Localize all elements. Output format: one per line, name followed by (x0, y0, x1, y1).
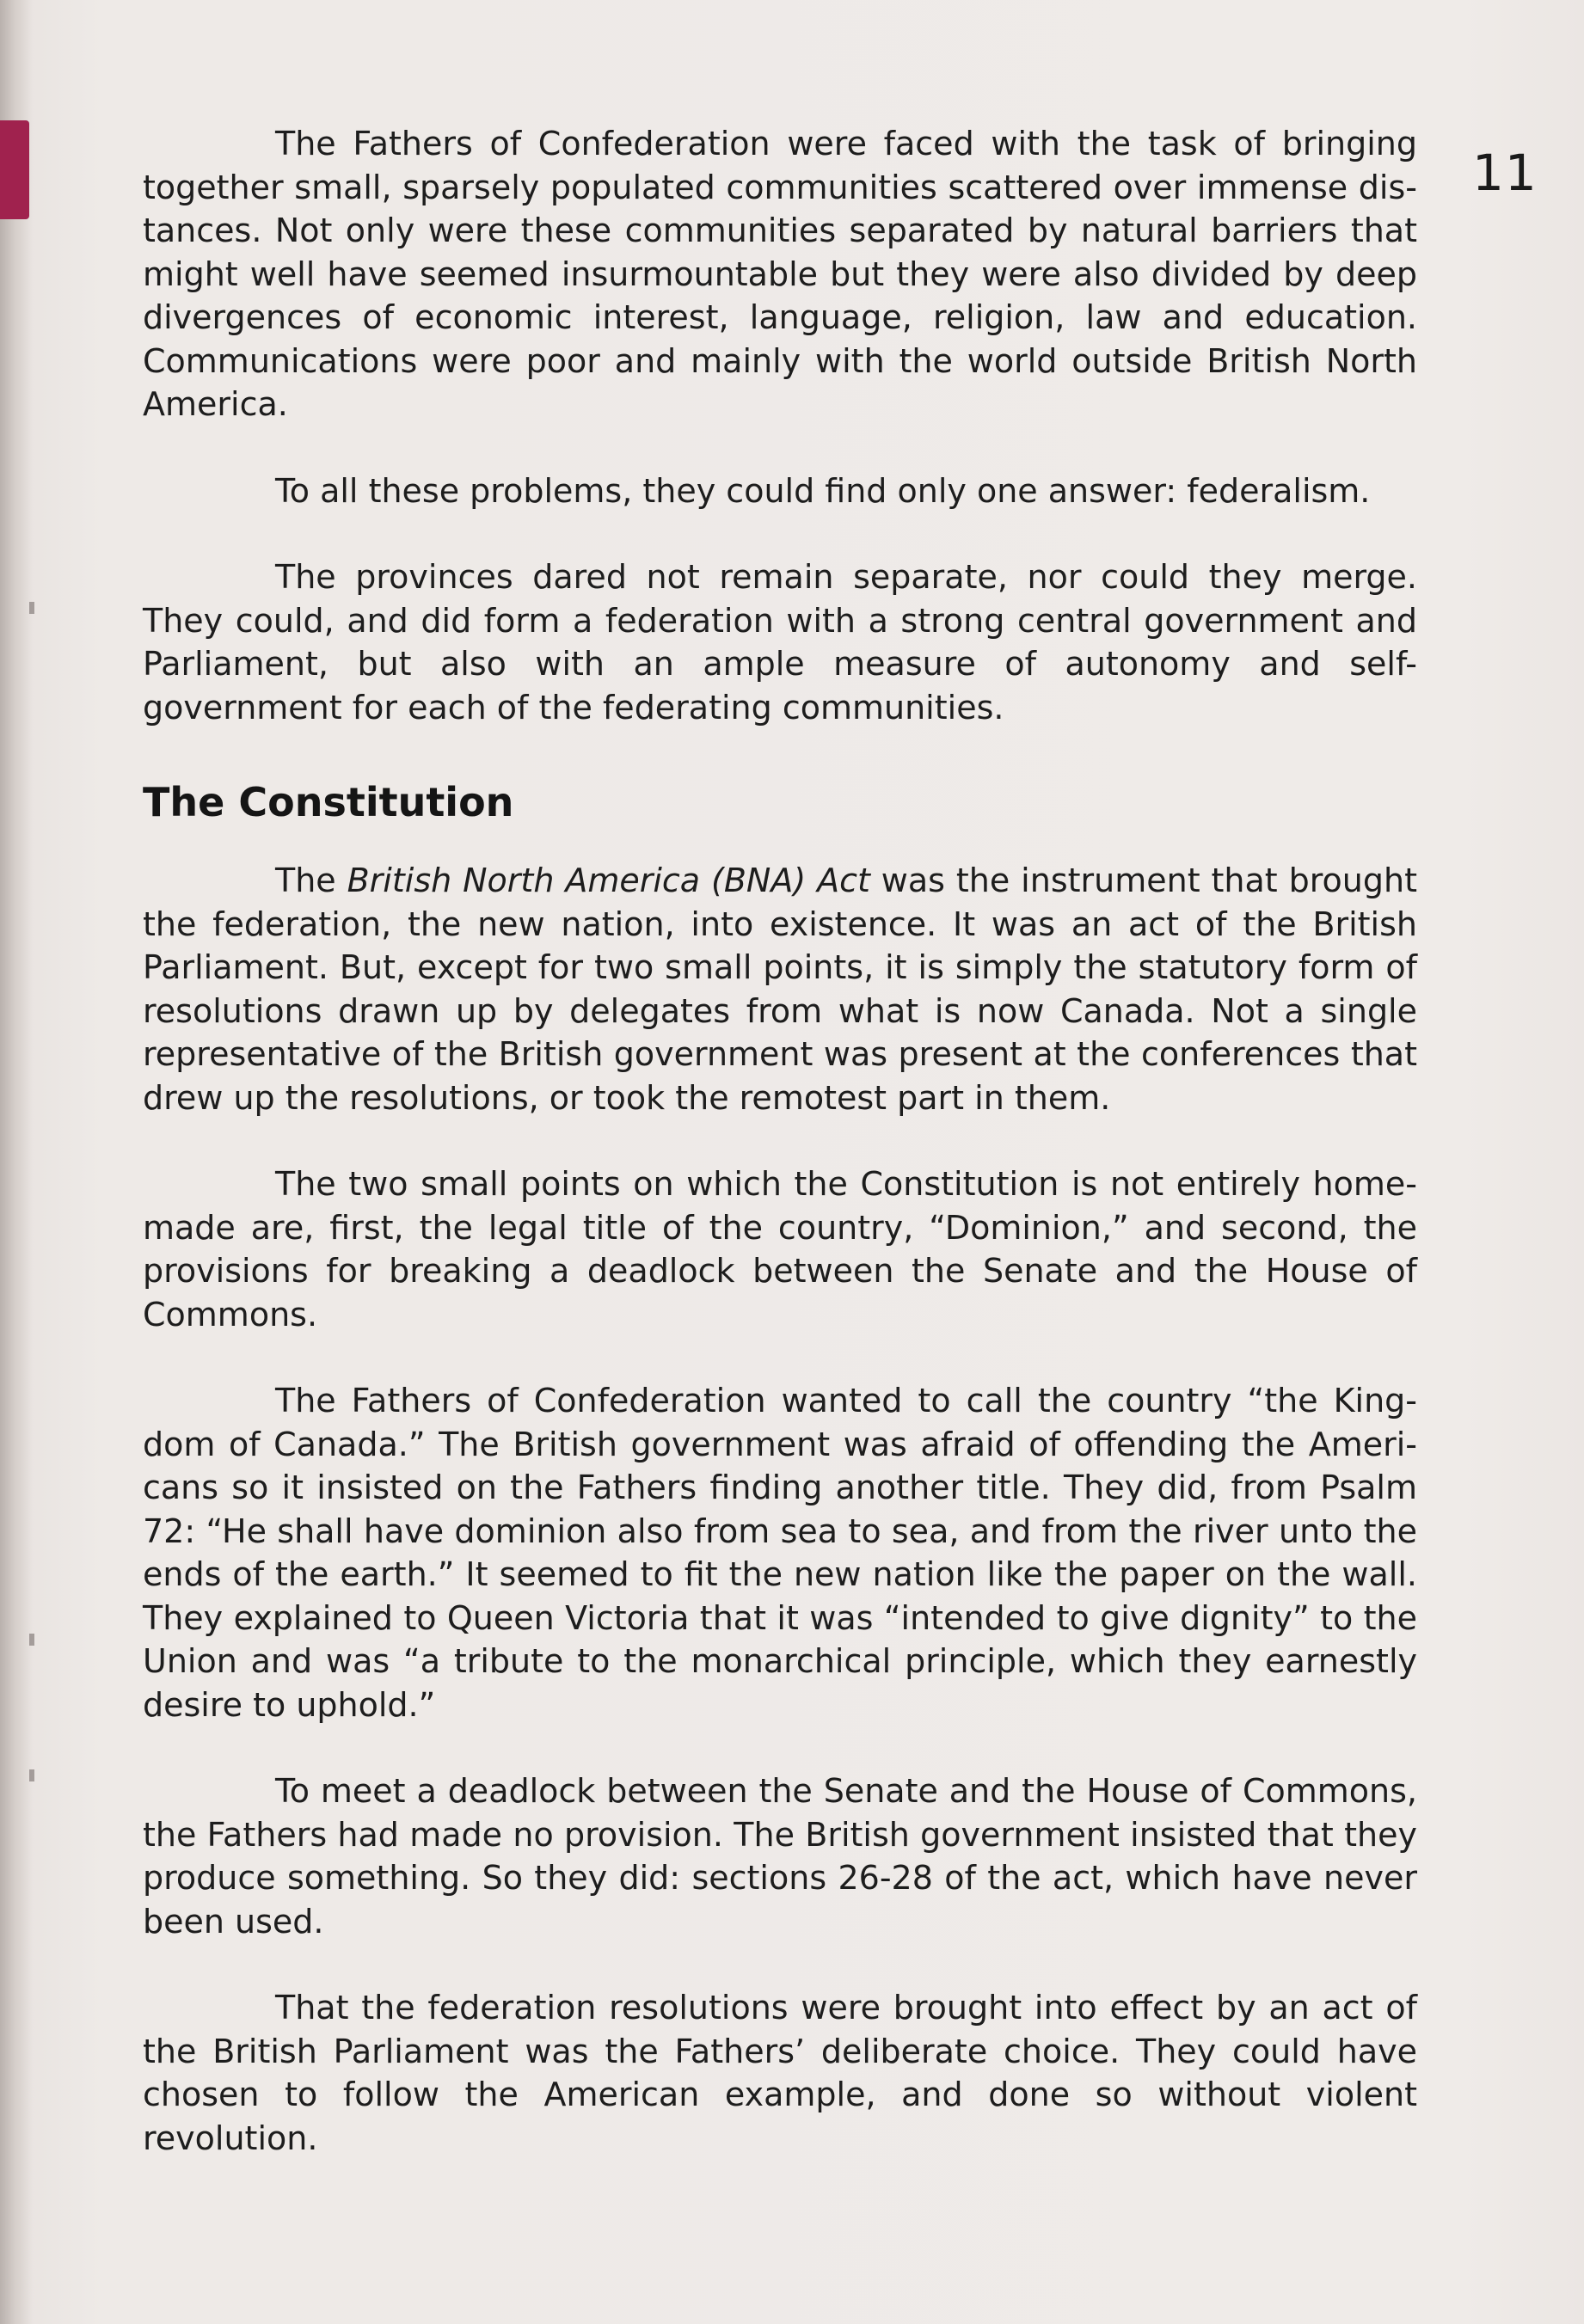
section-heading: The Constitution (143, 779, 514, 825)
paragraph-6: The Fathers of Confederation wanted to call the country “the Kingdom of Canada.” The British government was afraid of offending the Americans so it insisted on the Fathers finding another title. They did, from Psalm 72: “He shall have dominion also from sea to sea, and from the river unto the ends of the earth.” It seemed to fit the new nation like the paper on the wall. They explained to Queen Victoria that it was “intended to give dignity” to the Union and was “a tribute to the monarchical principle, which they earnestly desire to uphold.” (143, 1382, 1417, 1724)
section-tab-marker (0, 120, 29, 219)
binding-shadow (0, 0, 33, 2324)
paragraph-8: That the federation resolutions were brought into effect by an act of the British Parliament was the Fathers’ deliberate choice. They could have chosen to follow the American example, and done so without violent revolution. (143, 1989, 1417, 2157)
paragraph-2: To all these problems, they could find only one answer: federalism. (275, 471, 1371, 510)
paragraph-3: The provinces dared not remain separate, nor could they merge. They could, and did form a federation with a strong central government and Parliament, but also with an ample measure of autonomy and self-government for each of the federating communities. (143, 558, 1417, 727)
act-title: British North America (BNA) Act (347, 862, 870, 900)
paragraph-5: The two small points on which the Constitution is not entirely homemade are, first, the legal title of the country, “Dominion,” and second, the provisions for breaking a deadlock between the Senate and the House of Commons. (143, 1165, 1417, 1334)
paragraph-4 (143, 859, 1417, 1119)
paragraph-4-body: was the instrument that brought the federation, the new nation, into existence. It was an act of the British Parliament. But, except for two small points, it is simply the statutory form of resolutions drawn up by delegates from what is now Canada. Not a single representative of the British government was present at the conferences that drew up the resolutions, or took the remotest part in them. (143, 862, 1417, 1117)
margin-mark (29, 602, 34, 614)
paragraph-4-lead: The (275, 862, 347, 900)
margin-mark (29, 1634, 34, 1646)
paragraph-1: The Fathers of Confederation were faced with the task of bringing together small, sparsely populated communities scattered over immense distances. Not only were these communities separated by natural barriers that might well have seemed insurmountable but they were also divided by deep divergences of economic interest, language, religion, law and education. Communications were poor and mainly with the world outside British North America. (143, 125, 1417, 423)
page-number: 11 (1472, 144, 1538, 202)
paragraph-7: To meet a deadlock between the Senate and the House of Commons, the Fathers had made no provision. The British government insisted that they produce something. So they did: sections 26-28 of the act, which have never been used. (143, 1772, 1417, 1941)
margin-mark (29, 1769, 34, 1781)
body-text (143, 122, 1417, 2203)
